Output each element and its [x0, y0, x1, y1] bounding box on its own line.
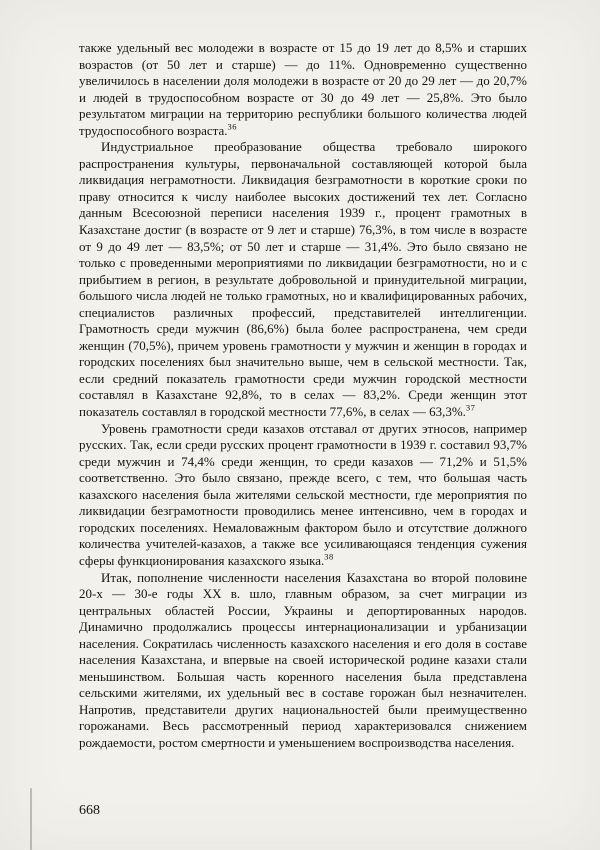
- page-number: 668: [79, 803, 100, 818]
- paragraph-text: Индустриальное преобразование общества требовало широкого распространения культуры, первоначальной составляющей которой была ликвидация неграмотности. Ликвидация безграмотности в короткие сроки по праву относится к числу наиболее высоких достижений тех лет. Согласно данным Всесоюзной переписи населения 1939 г., процент грамотных в Казахстане достиг (в возрасте от 9 лет и старше) 76,3%, в том числе в возрасте от 9 до 49 лет — 83,5%; от 50 лет и старше — 31,4%. Это было связано не только с проведенными мероприятиями по ликвидации безграмотности, но и с прибытием в регион, в результате добровольной и принудительной миграции, большого числа людей не только грамотных, но и квалифицированных рабочих, специалистов различных профессий, представителей интеллигенции. Грамотность среди мужчин (86,6%) была более распространена, чем среди женщин (70,5%), причем уровень грамотности у мужчин и женщин в городах и городских поселениях был значительно выше, чем в сельской местности. Так, если средний показатель грамотности среди мужчин городской местности составлял в Казахстане 92,8%, то в селах — 83,2%. Среди женщин этот показатель составлял в городской местности 77,6%, в селах — 63,3%.: [79, 139, 527, 420]
- paragraph-text: Уровень грамотности среди казахов отставал от других этносов, например русских. Так, если среди русских процент грамотности в 1939 г. составил 93,7% среди мужчин и 74,4% среди женщин, то среди казахов — 71,2% и 51,5% соответственно. Это было связано, прежде всего, с тем, что большая часть казахского населения была жителями сельской местности, где мероприятия по ликвидации безграмотности проводились менее интенсивно, чем в городах и городских поселениях. Немаловажным фактором было и отсутствие должного количества учителей-казахов, а также все усиливающаяся тенденция сужения сферы функционирования казахского языка.: [79, 420, 527, 568]
- footnote-ref-37: 37: [465, 402, 476, 413]
- scan-artifact: [30, 788, 32, 850]
- paragraph-conclusion: [79, 570, 527, 752]
- paragraph-literacy: [79, 139, 527, 420]
- paragraph-kazakh-literacy: [79, 421, 527, 570]
- footnote-ref-36: 36: [227, 121, 238, 132]
- text-block: [79, 40, 527, 752]
- paragraph-text: также удельный вес молодежи в возрасте от 15 до 19 лет до 8,5% и старших возрастов (от 50 лет и старше) — до 11%. Одновременно существенно увеличилось в населении доля молодежи в возрасте от 20 до 29 лет — до 20,7% и людей в трудоспособном возрасте от 30 до 49 лет — 25,8%. Это было результатом миграции на территорию республики большого количества людей трудоспособного возраста.: [79, 40, 527, 138]
- paragraph-continuation: [79, 40, 527, 139]
- paragraph-text: Итак, пополнение численности населения Казахстана во второй половине 20-х — 30-е годы XX в. шло, главным образом, за счет миграции из центральных областей России, Украины и депортированных народов. Динамично продолжались процессы интернационализации и урбанизации населения. Сократилась численность казахского населения и его доля в составе населения Казахстана, и впервые на своей исторической родине казахи стали меньшинством. Большая часть коренного населения была представлена сельскими жителями, их удельный вес в составе горожан был незначителен. Напротив, представители других национальностей были преимущественно горожанами. Весь рассмотренный период характеризовался снижением рождаемости, ростом смертности и уменьшением воспроизводства населения.: [79, 569, 527, 750]
- footnote-ref-38: 38: [324, 551, 334, 562]
